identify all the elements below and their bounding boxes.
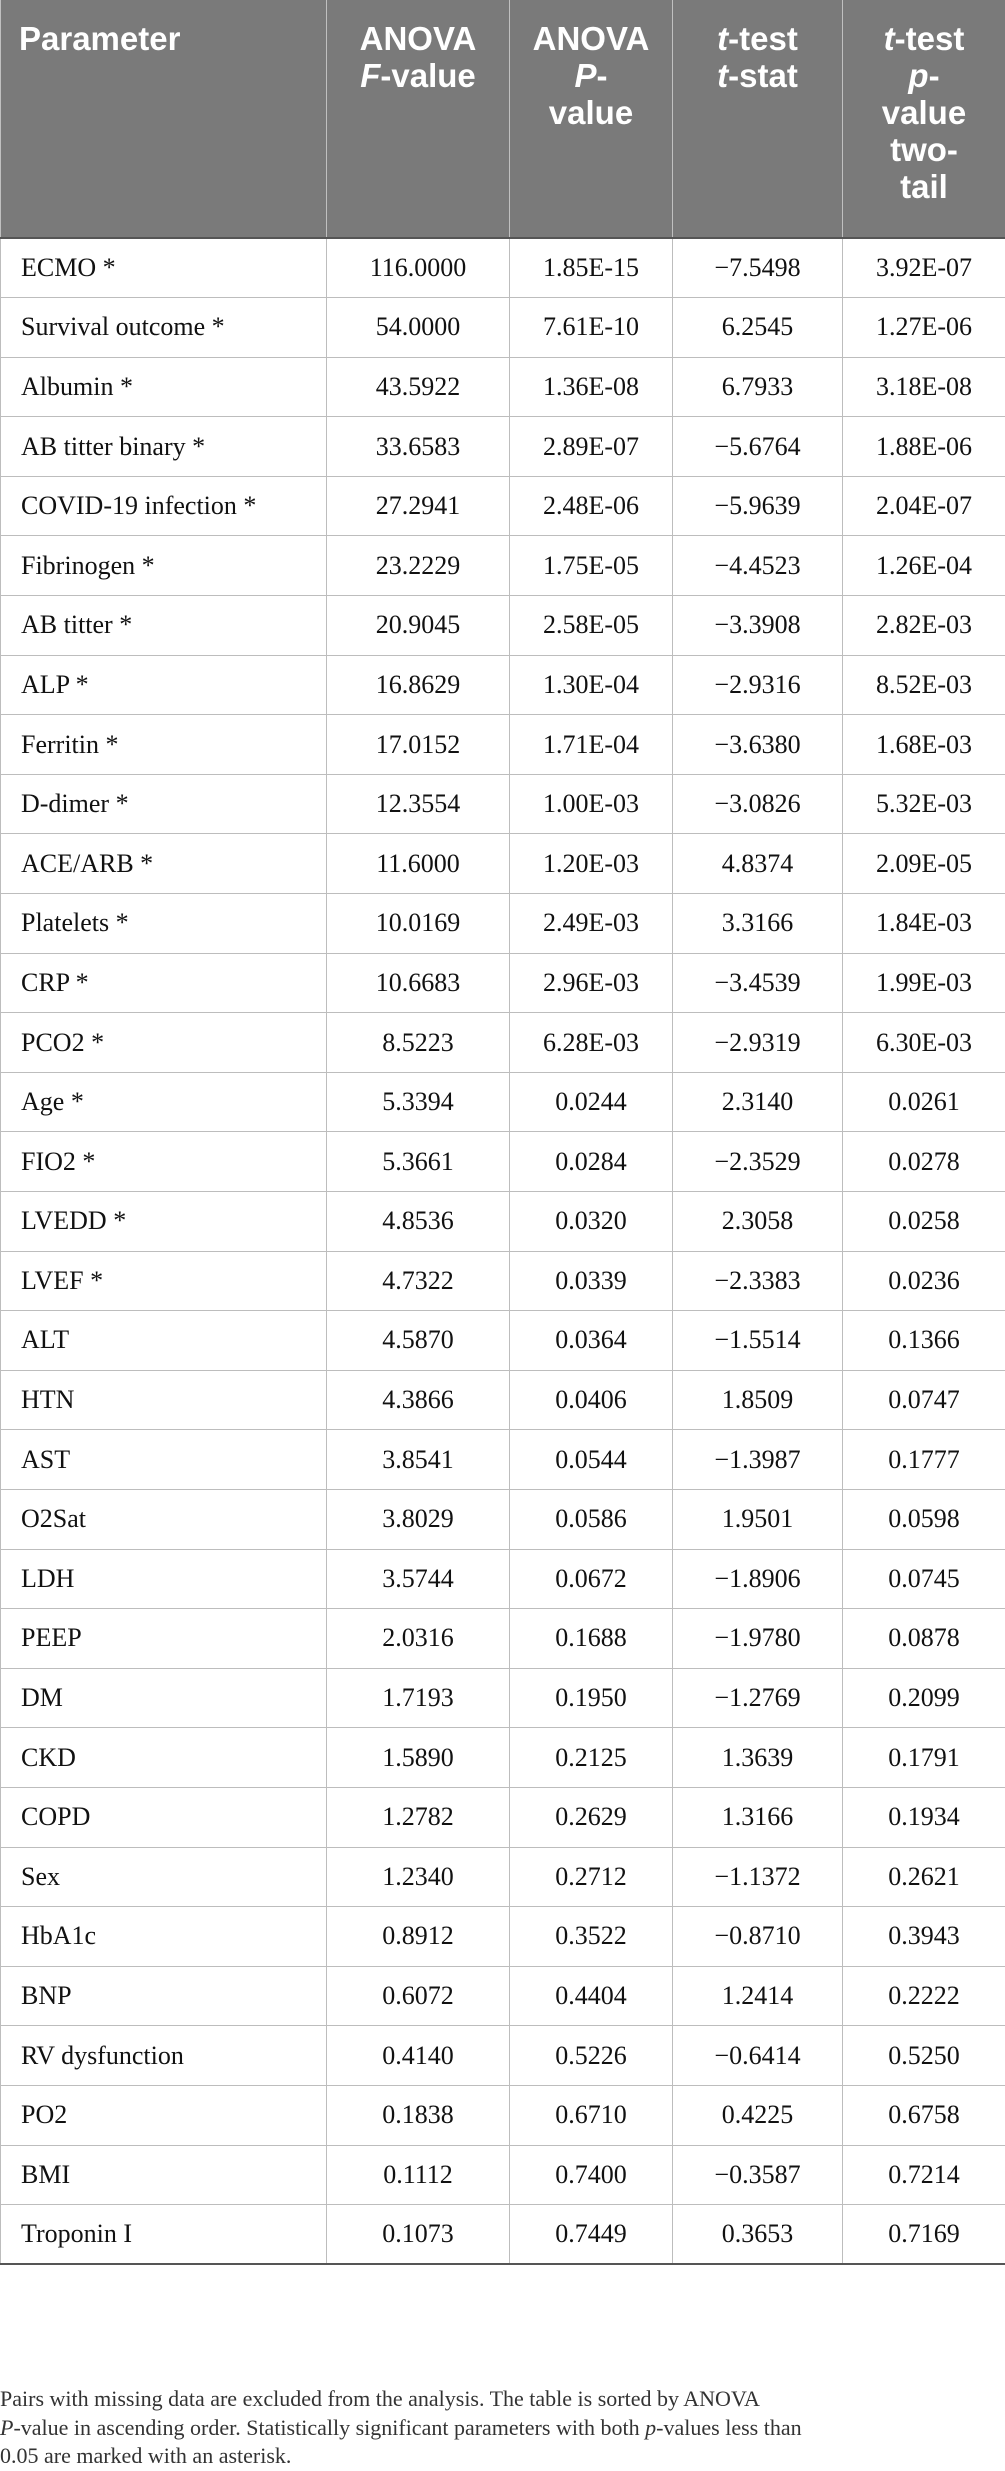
cell-anova-p-value: 0.0364	[510, 1311, 673, 1371]
cell-t-stat: 6.2545	[673, 298, 843, 358]
cell-anova-f-value: 1.2340	[327, 1847, 510, 1907]
cell-anova-p-value: 0.5226	[510, 2026, 673, 2086]
cell-anova-p-value: 0.7449	[510, 2205, 673, 2265]
cell-anova-f-value: 17.0152	[327, 715, 510, 775]
cell-anova-f-value: 0.1838	[327, 2085, 510, 2145]
cell-anova-p-value: 2.89E-07	[510, 417, 673, 477]
table-row	[1, 953, 1005, 1013]
header-line	[687, 57, 828, 94]
cell-t-test-p-value: 2.82E-03	[843, 596, 1005, 656]
cell-t-test-p-value: 6.30E-03	[843, 1013, 1005, 1073]
cell-t-stat: −1.2769	[673, 1668, 843, 1728]
cell-anova-f-value: 3.8541	[327, 1430, 510, 1490]
header-italic-symbol: t	[717, 57, 729, 94]
cell-anova-p-value: 0.1688	[510, 1609, 673, 1669]
table-row	[1, 1013, 1005, 1073]
cell-t-stat: −1.3987	[673, 1430, 843, 1490]
table-row	[1, 1311, 1005, 1371]
cell-parameter: O2Sat	[1, 1489, 327, 1549]
cell-t-test-p-value: 2.09E-05	[843, 834, 1005, 894]
header-suffix: -test	[728, 20, 798, 57]
table-row	[1, 1728, 1005, 1788]
table-row	[1, 1966, 1005, 2026]
cell-parameter: Fibrinogen *	[1, 536, 327, 596]
cell-anova-p-value: 2.49E-03	[510, 894, 673, 954]
table-row	[1, 1549, 1005, 1609]
cell-anova-p-value: 1.30E-04	[510, 655, 673, 715]
cell-t-test-p-value: 3.92E-07	[843, 238, 1005, 298]
table-row	[1, 715, 1005, 775]
cell-t-stat: 3.3166	[673, 894, 843, 954]
cell-parameter: CRP *	[1, 953, 327, 1013]
table-row	[1, 2145, 1005, 2205]
cell-anova-p-value: 0.4404	[510, 1966, 673, 2026]
cell-anova-p-value: 1.85E-15	[510, 238, 673, 298]
cell-anova-f-value: 0.8912	[327, 1907, 510, 1967]
cell-anova-p-value: 0.0320	[510, 1192, 673, 1252]
cell-anova-f-value: 4.8536	[327, 1192, 510, 1252]
cell-anova-p-value: 1.75E-05	[510, 536, 673, 596]
footnote-line-2-end: -values less than	[656, 2414, 802, 2440]
cell-anova-p-value: 6.28E-03	[510, 1013, 673, 1073]
cell-parameter: ALP *	[1, 655, 327, 715]
cell-t-stat: −2.3529	[673, 1132, 843, 1192]
cell-t-stat: −1.5514	[673, 1311, 843, 1371]
cell-anova-p-value: 0.2629	[510, 1787, 673, 1847]
cell-anova-f-value: 10.0169	[327, 894, 510, 954]
cell-parameter: PCO2 *	[1, 1013, 327, 1073]
cell-t-stat: 4.8374	[673, 834, 843, 894]
cell-t-stat: −3.0826	[673, 774, 843, 834]
cell-anova-f-value: 43.5922	[327, 357, 510, 417]
header-line: value	[881, 94, 967, 131]
cell-t-stat: −0.3587	[673, 2145, 843, 2205]
table-body	[1, 238, 1005, 2264]
header-italic-symbol: p	[908, 57, 929, 94]
cell-t-test-p-value: 2.04E-07	[843, 476, 1005, 536]
cell-anova-p-value: 0.0672	[510, 1549, 673, 1609]
cell-t-test-p-value: 1.84E-03	[843, 894, 1005, 954]
cell-anova-f-value: 0.6072	[327, 1966, 510, 2026]
cell-t-stat: −0.6414	[673, 2026, 843, 2086]
table-row	[1, 476, 1005, 536]
table-row	[1, 1370, 1005, 1430]
table-row	[1, 1609, 1005, 1669]
cell-parameter: BMI	[1, 2145, 327, 2205]
cell-parameter: FIO2 *	[1, 1132, 327, 1192]
cell-t-test-p-value: 0.0747	[843, 1370, 1005, 1430]
cell-parameter: D-dimer *	[1, 774, 327, 834]
table-row	[1, 1847, 1005, 1907]
cell-parameter: Sex	[1, 1847, 327, 1907]
cell-anova-p-value: 0.3522	[510, 1907, 673, 1967]
cell-anova-f-value: 1.2782	[327, 1787, 510, 1847]
table-row	[1, 1787, 1005, 1847]
cell-parameter: Platelets *	[1, 894, 327, 954]
header-line: ANOVA	[532, 20, 650, 57]
cell-t-stat: −3.4539	[673, 953, 843, 1013]
table-row	[1, 1192, 1005, 1252]
table-header-row	[1, 0, 1005, 238]
table-row	[1, 655, 1005, 715]
header-suffix: -test	[894, 20, 965, 57]
header-suffix: -	[928, 57, 940, 94]
cell-anova-f-value: 1.5890	[327, 1728, 510, 1788]
header-line: Parameter	[19, 20, 181, 57]
table-row	[1, 774, 1005, 834]
cell-t-test-p-value: 1.99E-03	[843, 953, 1005, 1013]
header-italic-symbol: t	[717, 20, 729, 57]
cell-t-test-p-value: 0.7169	[843, 2205, 1005, 2265]
cell-anova-f-value: 16.8629	[327, 655, 510, 715]
cell-t-test-p-value: 0.1366	[843, 1311, 1005, 1371]
table-footnote	[0, 2385, 1005, 2471]
cell-parameter: LDH	[1, 1549, 327, 1609]
header-anova-p-value	[510, 0, 673, 238]
header-line	[687, 20, 828, 57]
cell-parameter: LVEDD *	[1, 1192, 327, 1252]
cell-t-stat: −7.5498	[673, 238, 843, 298]
cell-anova-p-value: 0.2125	[510, 1728, 673, 1788]
table-row	[1, 834, 1005, 894]
cell-anova-p-value: 0.6710	[510, 2085, 673, 2145]
cell-parameter: Survival outcome *	[1, 298, 327, 358]
cell-anova-p-value: 0.7400	[510, 2145, 673, 2205]
table-row	[1, 536, 1005, 596]
cell-anova-f-value: 3.5744	[327, 1549, 510, 1609]
cell-anova-p-value: 0.0544	[510, 1430, 673, 1490]
header-line: value	[548, 94, 634, 131]
cell-t-test-p-value: 0.0878	[843, 1609, 1005, 1669]
cell-parameter: ACE/ARB *	[1, 834, 327, 894]
table-row	[1, 1668, 1005, 1728]
cell-anova-p-value: 0.0244	[510, 1072, 673, 1132]
cell-parameter: AB titter binary *	[1, 417, 327, 477]
table-row	[1, 238, 1005, 298]
cell-parameter: AST	[1, 1430, 327, 1490]
cell-t-test-p-value: 0.7214	[843, 2145, 1005, 2205]
cell-parameter: COPD	[1, 1787, 327, 1847]
header-suffix: -stat	[728, 57, 798, 94]
cell-t-test-p-value: 0.6758	[843, 2085, 1005, 2145]
header-line: ANOVA	[359, 20, 477, 57]
cell-t-test-p-value: 0.0598	[843, 1489, 1005, 1549]
cell-anova-f-value: 5.3661	[327, 1132, 510, 1192]
cell-anova-p-value: 1.00E-03	[510, 774, 673, 834]
cell-t-test-p-value: 1.88E-06	[843, 417, 1005, 477]
cell-parameter: HTN	[1, 1370, 327, 1430]
cell-parameter: ECMO *	[1, 238, 327, 298]
cell-parameter: Troponin I	[1, 2205, 327, 2265]
cell-anova-f-value: 0.1073	[327, 2205, 510, 2265]
cell-anova-p-value: 1.36E-08	[510, 357, 673, 417]
cell-parameter: ALT	[1, 1311, 327, 1371]
cell-parameter: PEEP	[1, 1609, 327, 1669]
header-line: two-	[890, 131, 958, 168]
header-t-test-p-value	[843, 0, 1005, 238]
cell-anova-p-value: 1.20E-03	[510, 834, 673, 894]
cell-parameter: COVID-19 infection *	[1, 476, 327, 536]
cell-t-test-p-value: 3.18E-08	[843, 357, 1005, 417]
cell-t-stat: −1.8906	[673, 1549, 843, 1609]
table-row	[1, 298, 1005, 358]
header-line	[341, 57, 495, 94]
cell-t-stat: 2.3058	[673, 1192, 843, 1252]
cell-t-stat: 1.3166	[673, 1787, 843, 1847]
cell-t-test-p-value: 0.0745	[843, 1549, 1005, 1609]
cell-t-test-p-value: 0.1791	[843, 1728, 1005, 1788]
header-line	[857, 57, 991, 94]
cell-t-stat: −3.3908	[673, 596, 843, 656]
cell-t-stat: 2.3140	[673, 1072, 843, 1132]
cell-parameter: Albumin *	[1, 357, 327, 417]
table-row	[1, 1907, 1005, 1967]
cell-t-test-p-value: 0.3943	[843, 1907, 1005, 1967]
cell-t-stat: 0.3653	[673, 2205, 843, 2265]
cell-anova-p-value: 2.48E-06	[510, 476, 673, 536]
cell-t-test-p-value: 0.0261	[843, 1072, 1005, 1132]
cell-t-stat: −4.4523	[673, 536, 843, 596]
table-row	[1, 1251, 1005, 1311]
header-line	[524, 57, 658, 94]
table-row	[1, 417, 1005, 477]
cell-parameter: Ferritin *	[1, 715, 327, 775]
cell-anova-f-value: 2.0316	[327, 1609, 510, 1669]
cell-t-test-p-value: 1.68E-03	[843, 715, 1005, 775]
footnote-italic-p: P	[0, 2414, 14, 2440]
cell-anova-f-value: 4.5870	[327, 1311, 510, 1371]
table-row	[1, 1132, 1005, 1192]
cell-anova-f-value: 33.6583	[327, 417, 510, 477]
cell-parameter: DM	[1, 1668, 327, 1728]
cell-parameter: Age *	[1, 1072, 327, 1132]
table-row	[1, 1072, 1005, 1132]
cell-anova-p-value: 7.61E-10	[510, 298, 673, 358]
cell-t-stat: 1.8509	[673, 1370, 843, 1430]
header-line	[857, 20, 991, 57]
table-row	[1, 894, 1005, 954]
cell-t-test-p-value: 0.1934	[843, 1787, 1005, 1847]
cell-t-test-p-value: 0.0278	[843, 1132, 1005, 1192]
cell-t-test-p-value: 1.27E-06	[843, 298, 1005, 358]
cell-t-test-p-value: 5.32E-03	[843, 774, 1005, 834]
cell-anova-f-value: 4.7322	[327, 1251, 510, 1311]
cell-t-test-p-value: 8.52E-03	[843, 655, 1005, 715]
table-row	[1, 357, 1005, 417]
cell-anova-f-value: 0.1112	[327, 2145, 510, 2205]
cell-anova-f-value: 10.6683	[327, 953, 510, 1013]
table-row	[1, 596, 1005, 656]
cell-t-stat: −1.9780	[673, 1609, 843, 1669]
footnote-line-3: 0.05 are marked with an asterisk.	[0, 2443, 292, 2468]
table-row	[1, 1430, 1005, 1490]
cell-parameter: PO2	[1, 2085, 327, 2145]
cell-parameter: AB titter *	[1, 596, 327, 656]
cell-t-stat: −5.6764	[673, 417, 843, 477]
cell-t-stat: −5.9639	[673, 476, 843, 536]
cell-t-stat: 6.7933	[673, 357, 843, 417]
cell-t-test-p-value: 0.2222	[843, 1966, 1005, 2026]
footnote-line-2	[0, 2414, 1005, 2443]
cell-anova-f-value: 3.8029	[327, 1489, 510, 1549]
table-row	[1, 2085, 1005, 2145]
cell-parameter: HbA1c	[1, 1907, 327, 1967]
cell-anova-p-value: 0.2712	[510, 1847, 673, 1907]
cell-parameter: LVEF *	[1, 1251, 327, 1311]
footnote-line-2-text: -value in ascending order. Statistically significant parameters with both	[13, 2414, 646, 2440]
cell-t-stat: −2.9319	[673, 1013, 843, 1073]
header-italic-symbol: t	[883, 20, 895, 57]
cell-t-stat: 1.2414	[673, 1966, 843, 2026]
cell-t-test-p-value: 0.0258	[843, 1192, 1005, 1252]
cell-anova-f-value: 5.3394	[327, 1072, 510, 1132]
table-row	[1, 2026, 1005, 2086]
footnote-italic-p-lower: p	[645, 2414, 657, 2440]
cell-anova-f-value: 116.0000	[327, 238, 510, 298]
cell-t-test-p-value: 1.26E-04	[843, 536, 1005, 596]
cell-parameter: BNP	[1, 1966, 327, 2026]
cell-anova-f-value: 0.4140	[327, 2026, 510, 2086]
cell-t-test-p-value: 0.0236	[843, 1251, 1005, 1311]
cell-anova-p-value: 1.71E-04	[510, 715, 673, 775]
cell-t-stat: −1.1372	[673, 1847, 843, 1907]
cell-t-stat: −2.3383	[673, 1251, 843, 1311]
cell-parameter: RV dysfunction	[1, 2026, 327, 2086]
table-row	[1, 2205, 1005, 2265]
cell-t-stat: 0.4225	[673, 2085, 843, 2145]
header-suffix: -	[596, 57, 608, 94]
table-row	[1, 1489, 1005, 1549]
cell-t-test-p-value: 0.5250	[843, 2026, 1005, 2086]
cell-anova-f-value: 20.9045	[327, 596, 510, 656]
footnote-line-1: Pairs with missing data are excluded from the analysis. The table is sorted by ANOVA	[0, 2386, 760, 2411]
header-anova-f-value	[327, 0, 510, 238]
cell-t-stat: 1.9501	[673, 1489, 843, 1549]
cell-anova-p-value: 2.96E-03	[510, 953, 673, 1013]
cell-anova-f-value: 12.3554	[327, 774, 510, 834]
cell-anova-p-value: 0.0406	[510, 1370, 673, 1430]
cell-anova-p-value: 0.1950	[510, 1668, 673, 1728]
cell-t-stat: −3.6380	[673, 715, 843, 775]
header-suffix: -value	[380, 57, 476, 94]
cell-anova-f-value: 4.3866	[327, 1370, 510, 1430]
header-line: tail	[900, 168, 948, 205]
cell-parameter: CKD	[1, 1728, 327, 1788]
cell-t-test-p-value: 0.2099	[843, 1668, 1005, 1728]
header-parameter	[1, 0, 327, 238]
header-italic-symbol: F	[360, 57, 381, 94]
cell-anova-f-value: 1.7193	[327, 1668, 510, 1728]
cell-anova-p-value: 2.58E-05	[510, 596, 673, 656]
cell-anova-f-value: 8.5223	[327, 1013, 510, 1073]
cell-t-test-p-value: 0.2621	[843, 1847, 1005, 1907]
cell-t-stat: 1.3639	[673, 1728, 843, 1788]
header-t-test-t-stat	[673, 0, 843, 238]
cell-t-stat: −2.9316	[673, 655, 843, 715]
cell-anova-p-value: 0.0284	[510, 1132, 673, 1192]
header-italic-symbol: P	[574, 57, 597, 94]
cell-t-test-p-value: 0.1777	[843, 1430, 1005, 1490]
cell-anova-f-value: 23.2229	[327, 536, 510, 596]
cell-anova-f-value: 54.0000	[327, 298, 510, 358]
cell-t-stat: −0.8710	[673, 1907, 843, 1967]
cell-anova-p-value: 0.0586	[510, 1489, 673, 1549]
cell-anova-f-value: 27.2941	[327, 476, 510, 536]
cell-anova-p-value: 0.0339	[510, 1251, 673, 1311]
cell-anova-f-value: 11.6000	[327, 834, 510, 894]
